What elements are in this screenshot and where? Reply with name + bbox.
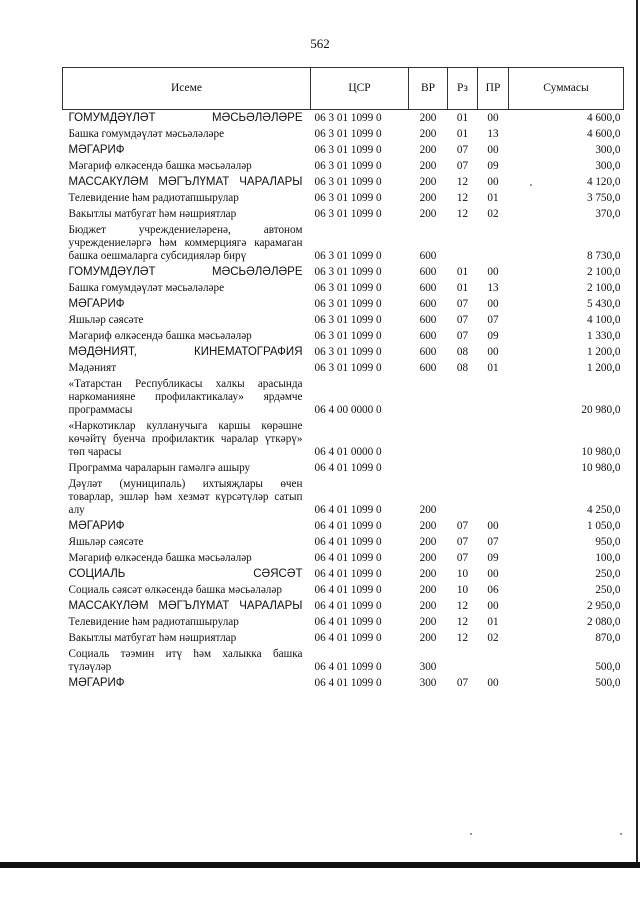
- scan-right-edge: [636, 0, 638, 868]
- cell-vr: 200: [419, 599, 437, 612]
- cell-vr: 200: [419, 207, 437, 220]
- table-row: [63, 312, 624, 328]
- cell-pr: [478, 222, 509, 264]
- cell-csr: 06 3 01 1099 0: [314, 345, 382, 358]
- cell-name: Программа чараларын гамәлгә ашыру: [68, 461, 251, 474]
- cell-csr: 06 3 01 1099 0: [314, 297, 382, 310]
- cell-pr: 01: [487, 191, 499, 204]
- cell-sum: 3 750,0: [586, 191, 621, 204]
- cell-sum: 1 200,0: [586, 345, 621, 358]
- cell-rz: 08: [456, 345, 469, 358]
- cell-name: Телевидение һәм радиотапшырулар: [68, 191, 239, 204]
- cell-pr: 06: [487, 583, 499, 596]
- cell-vr: 200: [419, 111, 437, 124]
- cell-name: МӘДӘНИЯТ, КИНЕМАТОГРАФИЯ: [68, 345, 303, 358]
- table-row: [63, 630, 624, 646]
- cell-sum: 100,0: [595, 551, 621, 564]
- cell-csr: 06 3 01 1099 0: [314, 127, 382, 140]
- cell-rz: 07: [456, 519, 469, 532]
- cell-csr: 06 3 01 1099 0: [314, 361, 382, 374]
- cell-csr: 06 3 01 1099 0: [314, 313, 382, 326]
- cell-vr: [409, 376, 448, 418]
- cell-name: Социаль сәясәт өлкәсендә башка мәсьәләләр: [68, 583, 282, 596]
- column-header-pr: ПР: [478, 68, 509, 110]
- cell-csr: 06 3 01 1099 0: [314, 265, 382, 278]
- cell-vr: 600: [419, 361, 437, 374]
- cell-rz: [448, 418, 478, 460]
- cell-name: Мәгариф өлкәсендә башка мәсьәләләр: [68, 551, 252, 564]
- cell-sum: 1 200,0: [586, 361, 621, 374]
- cell-rz: [448, 646, 478, 675]
- cell-name: «Наркотиклар кулланучыга каршы көрәшне көчәйтү буенча профилактик чаралар үткәрү» төп чарасы: [68, 419, 303, 458]
- scan-speck: [620, 833, 622, 835]
- cell-rz: 07: [456, 313, 469, 326]
- cell-rz: 08: [456, 361, 469, 374]
- cell-name: МАССАКҮЛӘМ МӘГЪЛҮМАТ ЧАРАЛАРЫ: [68, 175, 303, 188]
- column-header-sum: Суммасы: [509, 68, 624, 110]
- cell-pr: 09: [487, 551, 499, 564]
- table-row: [63, 222, 624, 264]
- table-row: [63, 360, 624, 376]
- table-row: [63, 550, 624, 566]
- cell-vr: [409, 460, 448, 476]
- cell-rz: 07: [456, 535, 469, 548]
- cell-csr: 06 3 01 1099 0: [314, 175, 382, 188]
- cell-sum: 4 100,0: [586, 313, 621, 326]
- table-header-row: [63, 68, 624, 110]
- cell-rz: 07: [456, 329, 469, 342]
- table-row: [63, 582, 624, 598]
- cell-pr: 00: [487, 111, 499, 124]
- cell-csr: 06 4 01 1099 0: [314, 615, 382, 628]
- table-row: [63, 476, 624, 518]
- cell-sum: 4 600,0: [586, 111, 621, 124]
- cell-csr: 06 4 01 1099 0: [314, 567, 382, 580]
- cell-sum: 5 430,0: [586, 297, 621, 310]
- cell-pr: 07: [487, 313, 499, 326]
- table-row: [63, 376, 624, 418]
- cell-csr: 06 3 01 1099 0: [314, 143, 382, 156]
- cell-vr: 200: [419, 519, 437, 532]
- cell-rz: 01: [456, 111, 469, 124]
- cell-csr: 06 4 01 1099 0: [314, 631, 382, 644]
- cell-sum: 500,0: [595, 676, 621, 689]
- cell-sum: 4 120,0: [586, 175, 621, 188]
- cell-vr: 600: [419, 281, 437, 294]
- cell-name: Телевидение һәм радиотапшырулар: [68, 615, 239, 628]
- table-row: [63, 280, 624, 296]
- cell-name: МӘГАРИФ: [68, 676, 125, 689]
- cell-vr: 300: [419, 660, 437, 673]
- scan-speck: [470, 833, 472, 835]
- cell-csr: 06 3 01 1099 0: [314, 329, 382, 342]
- cell-name: ГОМУМДӘҮЛӘТ МӘСЬӘЛӘЛӘРЕ: [68, 111, 303, 124]
- cell-pr: 09: [487, 159, 499, 172]
- cell-csr: 06 4 01 1099 0: [314, 503, 382, 516]
- cell-rz: [448, 476, 478, 518]
- cell-name: МӘГАРИФ: [68, 297, 125, 310]
- cell-vr: 200: [419, 631, 437, 644]
- cell-sum: 2 100,0: [586, 281, 621, 294]
- cell-name: Яшьләр сәясәте: [68, 535, 144, 548]
- table-row: [63, 158, 624, 174]
- cell-vr: 300: [419, 676, 437, 689]
- cell-rz: 07: [456, 551, 469, 564]
- cell-pr: 07: [487, 535, 499, 548]
- cell-csr: 06 3 01 1099 0: [314, 111, 382, 124]
- cell-sum: 250,0: [595, 583, 621, 596]
- cell-pr: [478, 460, 509, 476]
- cell-pr: 00: [487, 265, 499, 278]
- cell-name: МӘГАРИФ: [68, 143, 125, 156]
- cell-pr: 01: [487, 361, 499, 374]
- cell-name: ГОМУМДӘҮЛӘТ МӘСЬӘЛӘЛӘРЕ: [68, 265, 303, 278]
- table-row: [63, 142, 624, 158]
- cell-pr: 02: [487, 207, 499, 220]
- table-row: [63, 126, 624, 142]
- cell-vr: 600: [419, 249, 437, 262]
- cell-name: Мәгариф өлкәсендә башка мәсьәләләр: [68, 159, 252, 172]
- cell-csr: 06 4 01 1099 0: [314, 583, 382, 596]
- cell-name: СОЦИАЛЬ СӘЯСӘТ: [68, 567, 303, 580]
- cell-vr: 200: [419, 551, 437, 564]
- cell-vr: 600: [419, 313, 437, 326]
- cell-name: Социаль тәэмин итү һәм халыкка башка түләүләр: [68, 647, 303, 673]
- cell-rz: 10: [456, 567, 469, 580]
- cell-csr: 06 3 01 1099 0: [314, 281, 382, 294]
- cell-sum: 950,0: [595, 535, 621, 548]
- cell-sum: 370,0: [595, 207, 621, 220]
- cell-csr: 06 4 01 1099 0: [314, 551, 382, 564]
- cell-sum: 4 600,0: [586, 127, 621, 140]
- cell-vr: 600: [419, 345, 437, 358]
- budget-table: [62, 67, 624, 691]
- cell-rz: 07: [456, 297, 469, 310]
- cell-sum: 250,0: [595, 567, 621, 580]
- table-row: [63, 174, 624, 190]
- cell-rz: 10: [456, 583, 469, 596]
- cell-name: Вакытлы матбугат һәм нәшриятлар: [68, 207, 237, 220]
- cell-rz: 07: [456, 676, 469, 689]
- cell-vr: 200: [419, 535, 437, 548]
- cell-sum: 1 330,0: [586, 329, 621, 342]
- cell-name: Башка гомумдәүләт мәсьәләләре: [68, 127, 225, 140]
- cell-name: Башка гомумдәүләт мәсьәләләре: [68, 281, 225, 294]
- cell-sum: 4 250,0: [586, 503, 621, 516]
- cell-rz: 01: [456, 265, 469, 278]
- table-row: [63, 418, 624, 460]
- cell-sum: 2 100,0: [586, 265, 621, 278]
- table-row: [63, 328, 624, 344]
- cell-pr: 00: [487, 345, 499, 358]
- table-row: [63, 206, 624, 222]
- cell-vr: 600: [419, 297, 437, 310]
- cell-csr: 06 4 01 1099 0: [314, 676, 382, 689]
- cell-rz: 12: [456, 615, 469, 628]
- cell-rz: [448, 222, 478, 264]
- table-row: [63, 264, 624, 280]
- cell-rz: 01: [456, 281, 469, 294]
- table-row: [63, 460, 624, 476]
- cell-rz: 12: [456, 175, 469, 188]
- cell-pr: 13: [487, 127, 499, 140]
- cell-rz: [448, 376, 478, 418]
- cell-vr: [409, 418, 448, 460]
- scan-speck: [530, 184, 532, 186]
- table-row: [63, 518, 624, 534]
- cell-rz: 12: [456, 207, 469, 220]
- table-row: [63, 566, 624, 582]
- cell-rz: 12: [456, 631, 469, 644]
- cell-name: Бюджет учреждениеләренә, автоном учреждениеләргә һәм коммерциягә карамаган башка оешмаларга субсидияләр бирү: [68, 223, 303, 262]
- cell-pr: [478, 376, 509, 418]
- cell-pr: 00: [487, 297, 499, 310]
- cell-rz: [448, 460, 478, 476]
- cell-vr: 200: [419, 127, 437, 140]
- table-row: [63, 646, 624, 675]
- table-row: [63, 534, 624, 550]
- cell-pr: 00: [487, 143, 499, 156]
- cell-sum: 870,0: [595, 631, 621, 644]
- cell-name: Мәгариф өлкәсендә башка мәсьәләләр: [68, 329, 252, 342]
- cell-pr: 02: [487, 631, 499, 644]
- page-number: 562: [310, 36, 330, 51]
- cell-csr: 06 4 01 1099 0: [314, 599, 382, 612]
- cell-sum: 300,0: [595, 159, 621, 172]
- table-row: [63, 614, 624, 630]
- cell-sum: 2 950,0: [586, 599, 621, 612]
- cell-csr: 06 3 01 1099 0: [314, 249, 382, 262]
- cell-csr: 06 4 01 0000 0: [314, 445, 382, 458]
- column-header-vr: ВР: [409, 68, 448, 110]
- cell-vr: 200: [419, 583, 437, 596]
- cell-rz: 07: [456, 159, 469, 172]
- table-row: [63, 598, 624, 614]
- cell-pr: 13: [487, 281, 499, 294]
- cell-name: Вакытлы матбугат һәм нәшриятлар: [68, 631, 237, 644]
- cell-pr: 00: [487, 676, 499, 689]
- cell-sum: 300,0: [595, 143, 621, 156]
- cell-vr: 200: [419, 567, 437, 580]
- cell-csr: 06 4 01 1099 0: [314, 660, 382, 673]
- cell-pr: 00: [487, 599, 499, 612]
- cell-pr: [478, 646, 509, 675]
- column-header-name: Исеме: [63, 68, 311, 110]
- cell-name: Яшьләр сәясәте: [68, 313, 144, 326]
- cell-rz: 12: [456, 599, 469, 612]
- table-row: [63, 675, 624, 691]
- cell-pr: 00: [487, 567, 499, 580]
- cell-sum: 10 980,0: [581, 461, 621, 474]
- cell-vr: 200: [419, 503, 437, 516]
- cell-vr: 200: [419, 615, 437, 628]
- cell-vr: 200: [419, 175, 437, 188]
- cell-pr: [478, 476, 509, 518]
- cell-sum: 500,0: [595, 660, 621, 673]
- cell-vr: 200: [419, 143, 437, 156]
- cell-csr: 06 4 01 1099 0: [314, 519, 382, 532]
- table-row: [63, 110, 624, 127]
- cell-sum: 10 980,0: [581, 445, 621, 458]
- table-row: [63, 344, 624, 360]
- cell-sum: 8 730,0: [586, 249, 621, 262]
- cell-pr: 00: [487, 175, 499, 188]
- cell-vr: 200: [419, 191, 437, 204]
- cell-csr: 06 4 01 1099 0: [314, 535, 382, 548]
- cell-pr: 09: [487, 329, 499, 342]
- cell-name: Мәдәният: [68, 361, 117, 374]
- cell-rz: 01: [456, 127, 469, 140]
- cell-sum: 20 980,0: [581, 403, 621, 416]
- cell-csr: 06 3 01 1099 0: [314, 207, 382, 220]
- cell-vr: 600: [419, 265, 437, 278]
- cell-name: МӘГАРИФ: [68, 519, 125, 532]
- table-body: [63, 110, 624, 692]
- column-header-rz: Рз: [448, 68, 478, 110]
- scan-bottom-border: [0, 862, 640, 868]
- cell-sum: 2 080,0: [586, 615, 621, 628]
- cell-csr: 06 3 01 1099 0: [314, 191, 382, 204]
- cell-sum: 1 050,0: [586, 519, 621, 532]
- table-row: [63, 190, 624, 206]
- cell-csr: 06 3 01 1099 0: [314, 159, 382, 172]
- cell-vr: 600: [419, 329, 437, 342]
- cell-pr: 00: [487, 519, 499, 532]
- cell-pr: [478, 418, 509, 460]
- cell-name: «Татарстан Республикасы халкы арасында наркоманияне профилактикалау» ярдәмче программасы: [68, 377, 303, 416]
- cell-name: Дәүләт (муниципаль) ихтыяҗлары өчен товарлар, эшләр һәм хезмәт күрсәтүләр сатып алу: [68, 477, 303, 516]
- cell-name: МАССАКҮЛӘМ МӘГЪЛҮМАТ ЧАРАЛАРЫ: [68, 599, 303, 612]
- cell-vr: 200: [419, 159, 437, 172]
- cell-rz: 12: [456, 191, 469, 204]
- cell-csr: 06 4 00 0000 0: [314, 403, 382, 416]
- cell-csr: 06 4 01 1099 0: [314, 461, 382, 474]
- cell-rz: 07: [456, 143, 469, 156]
- table-row: [63, 296, 624, 312]
- cell-pr: 01: [487, 615, 499, 628]
- column-header-csr: ЦСР: [311, 68, 409, 110]
